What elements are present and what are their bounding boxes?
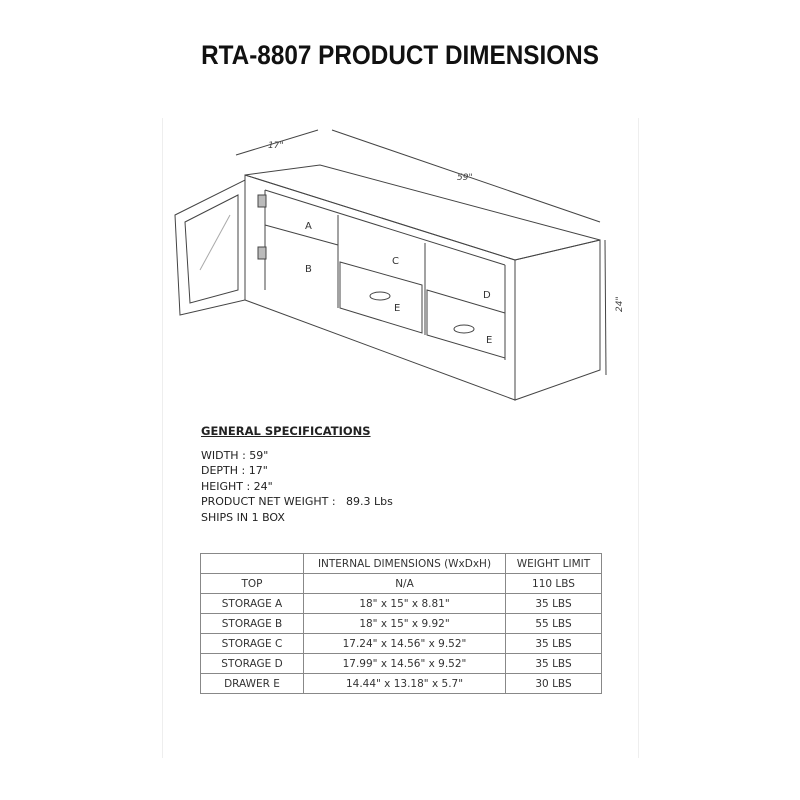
table-row (201, 614, 602, 634)
header-cell (201, 554, 304, 574)
drawer-e-right (427, 290, 505, 358)
drawer-e-left (340, 262, 422, 333)
cell: STORAGE A (201, 594, 304, 614)
cell: 55 LBS (506, 614, 602, 634)
header-cell: INTERNAL DIMENSIONS (WxDxH) (304, 554, 506, 574)
hinge (258, 247, 266, 259)
label-e: E (394, 303, 401, 314)
page-title: RTA-8807 PRODUCT DIMENSIONS (201, 40, 599, 70)
cell: TOP (201, 574, 304, 594)
table-header-row (201, 554, 602, 574)
drawer-handle (370, 292, 390, 300)
label-c: C (392, 256, 399, 267)
depth-label: 17" (268, 141, 284, 151)
label-e: E (486, 335, 493, 346)
table-row (201, 634, 602, 654)
cell: STORAGE B (201, 614, 304, 634)
cabinet-front (245, 175, 515, 400)
shelf (265, 225, 338, 245)
cabinet-side (515, 240, 600, 400)
specs-heading: GENERAL SPECIFICATIONS (201, 424, 371, 438)
cell: STORAGE C (201, 634, 304, 654)
cell: 14.44" x 13.18" x 5.7" (304, 674, 506, 694)
height-dimension-line (605, 240, 606, 375)
open-door (175, 180, 245, 315)
spec-weight: PRODUCT NET WEIGHT : 89.3 Lbs (201, 495, 393, 508)
spec-boxes: SHIPS IN 1 BOX (201, 510, 285, 524)
table-row (201, 594, 602, 614)
cell: N/A (304, 574, 506, 594)
spec-width: WIDTH : 59" (201, 448, 269, 462)
product-drawing (160, 120, 640, 410)
cell: DRAWER E (201, 674, 304, 694)
cell: 17.99" x 14.56" x 9.52" (304, 654, 506, 674)
cell: 30 LBS (506, 674, 602, 694)
cabinet-top (245, 165, 600, 260)
cell: 35 LBS (506, 654, 602, 674)
cell: 18" x 15" x 9.92" (304, 614, 506, 634)
cell: 35 LBS (506, 634, 602, 654)
table-row (201, 654, 602, 674)
width-label: 59" (457, 173, 473, 183)
label-a: A (305, 221, 312, 232)
spec-depth: DEPTH : 17" (201, 464, 268, 477)
internal-dimensions-table (200, 553, 602, 694)
height-label: 24" (615, 296, 625, 312)
label-b: B (305, 264, 312, 275)
label-d: D (483, 290, 491, 301)
header-cell: WEIGHT LIMIT (506, 554, 602, 574)
hinge (258, 195, 266, 207)
spec-height: HEIGHT : 24" (201, 479, 273, 493)
general-specifications (201, 424, 393, 525)
cell: 17.24" x 14.56" x 9.52" (304, 634, 506, 654)
cell: 110 LBS (506, 574, 602, 594)
cell: 35 LBS (506, 594, 602, 614)
table-row (201, 674, 602, 694)
cell: STORAGE D (201, 654, 304, 674)
cell: 18" x 15" x 8.81" (304, 594, 506, 614)
table-row (201, 574, 602, 594)
drawer-handle (454, 325, 474, 333)
